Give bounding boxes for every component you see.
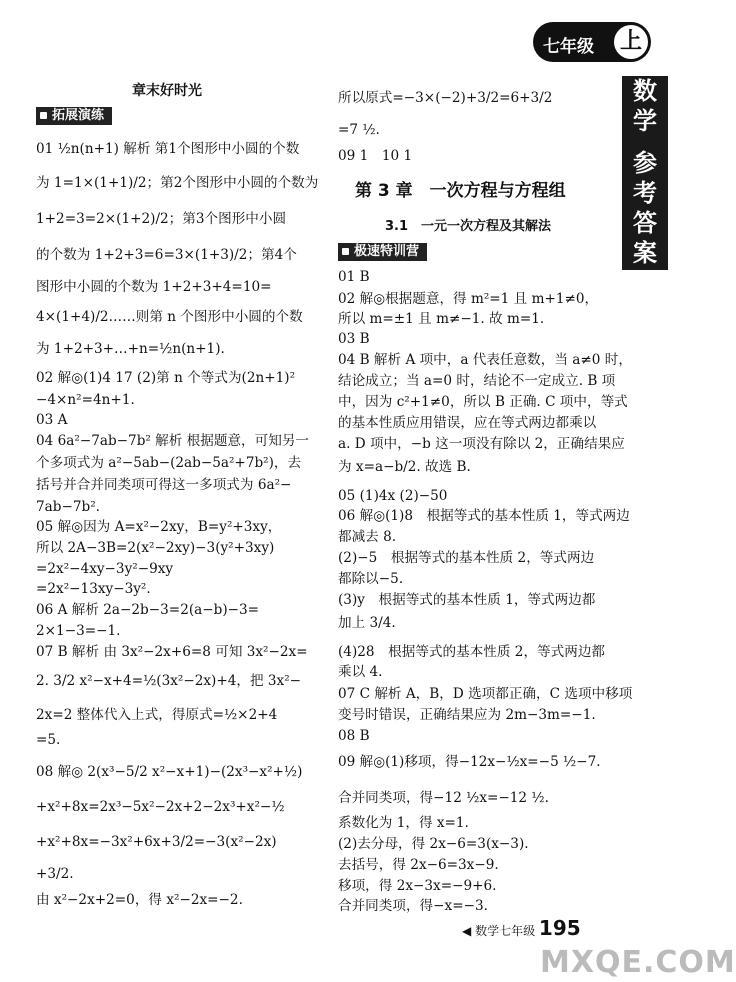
side-tab-char: 考 [633, 179, 657, 207]
volume-label: 上 [614, 25, 648, 59]
answer-line: 03 B [338, 331, 370, 347]
answer-line: +x²+8x=−3x²+6x+3/2=−3(x²−2x) [36, 834, 277, 850]
answer-line: 01 B [338, 269, 370, 285]
answer-line: −4×n²=4n+1. [36, 392, 135, 408]
side-tab-char: 数 [633, 77, 657, 105]
answer-line: 08 B [338, 728, 370, 744]
answer-line: a. D 项中，−b 这一项没有除以 2，正确结果应 [338, 436, 625, 452]
answer-line: 乘以 4. [338, 664, 383, 680]
side-tab-char: 学 [633, 107, 657, 135]
answer-line: 02 解◎根据题意，得 m²=1 且 m+1≠0， [338, 291, 599, 307]
answer-line: 07 C 解析 A，B，D 选项都正确，C 选项中移项 [338, 686, 633, 702]
answer-line: (2)−5 根据等式的基本性质 2，等式两边 [338, 550, 595, 566]
answer-line: (2)去分母，得 2x−6=3(x−3). [338, 836, 529, 852]
answer-line: 2×1−3=−1. [36, 623, 121, 639]
grade-badge [533, 22, 651, 62]
answer-line: =2x²−4xy−3y²−9xy [36, 561, 174, 577]
answer-line: =7 ½. [338, 122, 380, 138]
answer-line: 06 解◎(1)8 根据等式的基本性质 1，等式两边 [338, 508, 630, 524]
answer-line: 中，因为 c²+1≠0，所以 B 正确. C 项中，等式 [338, 394, 628, 410]
answer-line: 04 6a²−7ab−7b² 解析 根据题意，可知另一 [36, 433, 310, 449]
answer-line: 为 1+2+3+…+n=½n(n+1). [36, 341, 225, 357]
answer-line: 去括号，得 2x−6=3x−9. [338, 857, 499, 873]
answer-line: +x²+8x=2x³−5x²−2x+2−2x³+x²−½ [36, 799, 285, 815]
book-label: 数学七年级 [475, 924, 536, 938]
answer-line: 括号并合并同类项可得这一多项式为 6a²− [36, 477, 292, 493]
side-tab-char: 参 [633, 149, 657, 177]
answer-line: 为 1=1×(1+1)/2；第2个图形中小圆的个数为 [36, 175, 319, 191]
answer-line: 09 解◎(1)移项，得−12x−½x=−5 ½−7. [338, 754, 601, 770]
answer-line: =2x²−13xy−3y². [36, 581, 151, 597]
grade-label: 七年级 [543, 37, 594, 57]
answer-line: 02 解◎(1)4 17 (2)第 n 个等式为(2n+1)² [36, 370, 296, 386]
answer-line: 都除以−5. [338, 571, 404, 587]
answer-line: 加上 3/4. [338, 615, 396, 631]
answer-line: 2. 3/2 x²−x+4=½(3x²−2x)+4，把 3x²− [36, 673, 302, 689]
answer-line: 05 解◎因为 A=x²−2xy，B=y²+3xy， [36, 519, 282, 535]
answer-line: 系数化为 1，得 x=1. [338, 815, 469, 831]
answer-line: 05 (1)4x (2)−50 [338, 488, 448, 504]
answer-line: 所以 2A−3B=2(x²−2xy)−3(y²+3xy) [36, 540, 275, 556]
answer-line: 09 1 10 1 [338, 148, 413, 164]
answer-line: 7ab−7b². [36, 499, 100, 515]
side-tab-char: 案 [633, 239, 657, 267]
arrow-left-icon: ◀ [462, 924, 472, 938]
subsection-title: 3.1 一元一次方程及其解法 [385, 219, 552, 234]
section-title: 章末好时光 [132, 83, 202, 99]
answer-line: 2x=2 整体代入上式，得原式=½×2+4 [36, 707, 278, 723]
answer-line: 结论成立；当 a=0 时，结论不一定成立. B 项 [338, 373, 616, 389]
section-bar-tuozhan: 拓展演练 [36, 107, 112, 125]
answer-line: 所以原式=−3×(−2)+3/2=6+3/2 [338, 90, 553, 106]
answer-line: +3/2. [36, 866, 74, 882]
section-bar-jisu: 极速特训营 [338, 243, 427, 261]
answer-line: 的个数为 1+2+3=6=3×(1+3)/2；第4个 [36, 247, 297, 263]
side-tab-char: 答 [633, 209, 657, 237]
answer-line: 由 x²−2x+2=0，得 x²−2x=−2. [36, 892, 243, 908]
answer-line: 移项，得 2x−3x=−9+6. [338, 878, 497, 894]
answer-line: (3)y 根据等式的基本性质 1，等式两边都 [338, 592, 596, 608]
answer-line: 图形中小圆的个数为 1+2+3+4=10= [36, 279, 272, 295]
answer-line: 合并同类项，得−12 ½x=−12 ½. [338, 790, 549, 806]
answer-line: 08 解◎ 2(x³−5/2 x²−x+1)−(2x³−x²+½) [36, 764, 303, 780]
watermark: MXQE.COM [540, 945, 736, 980]
answer-line: (4)28 根据等式的基本性质 2，等式两边都 [338, 644, 606, 660]
answer-line: 的基本性质应用错误，应在等式两边都乘以 [338, 415, 597, 431]
answer-line: 所以 m=±1 且 m≠−1. 故 m=1. [338, 311, 545, 327]
side-tab [622, 76, 668, 270]
answer-line: 04 B 解析 A 项中，a 代表任意数，当 a≠0 时， [338, 352, 632, 368]
answer-line: 4×(1+4)/2……则第 n 个图形中小圆的个数 [36, 309, 303, 325]
answer-line: 合并同类项，得−x=−3. [338, 898, 488, 914]
answer-line: 都减去 8. [338, 529, 397, 545]
answer-line: 01 ½n(n+1) 解析 第1个图形中小圆的个数 [36, 141, 300, 157]
answer-line: 为 x=a−b/2. 故选 B. [338, 459, 471, 475]
answer-line: 06 A 解析 2a−2b−3=2(a−b)−3= [36, 602, 260, 618]
chapter-title: 第 3 章 一次方程与方程组 [355, 181, 566, 201]
answer-line: 变号时错误，正确结果应为 2m−3m=−1. [338, 707, 596, 723]
answer-line: =5. [36, 732, 61, 748]
answer-line: 03 A [36, 412, 68, 428]
answer-line: 1+2=3=2×(1+2)/2；第3个图形中小圆 [36, 211, 287, 227]
page-footer [462, 916, 581, 940]
page-number: 195 [538, 916, 581, 940]
answer-line: 个多项式为 a²−5ab−(2ab−5a²+7b²)，去 [36, 455, 302, 471]
answer-line: 07 B 解析 由 3x²−2x+6=8 可知 3x²−2x= [36, 644, 308, 660]
